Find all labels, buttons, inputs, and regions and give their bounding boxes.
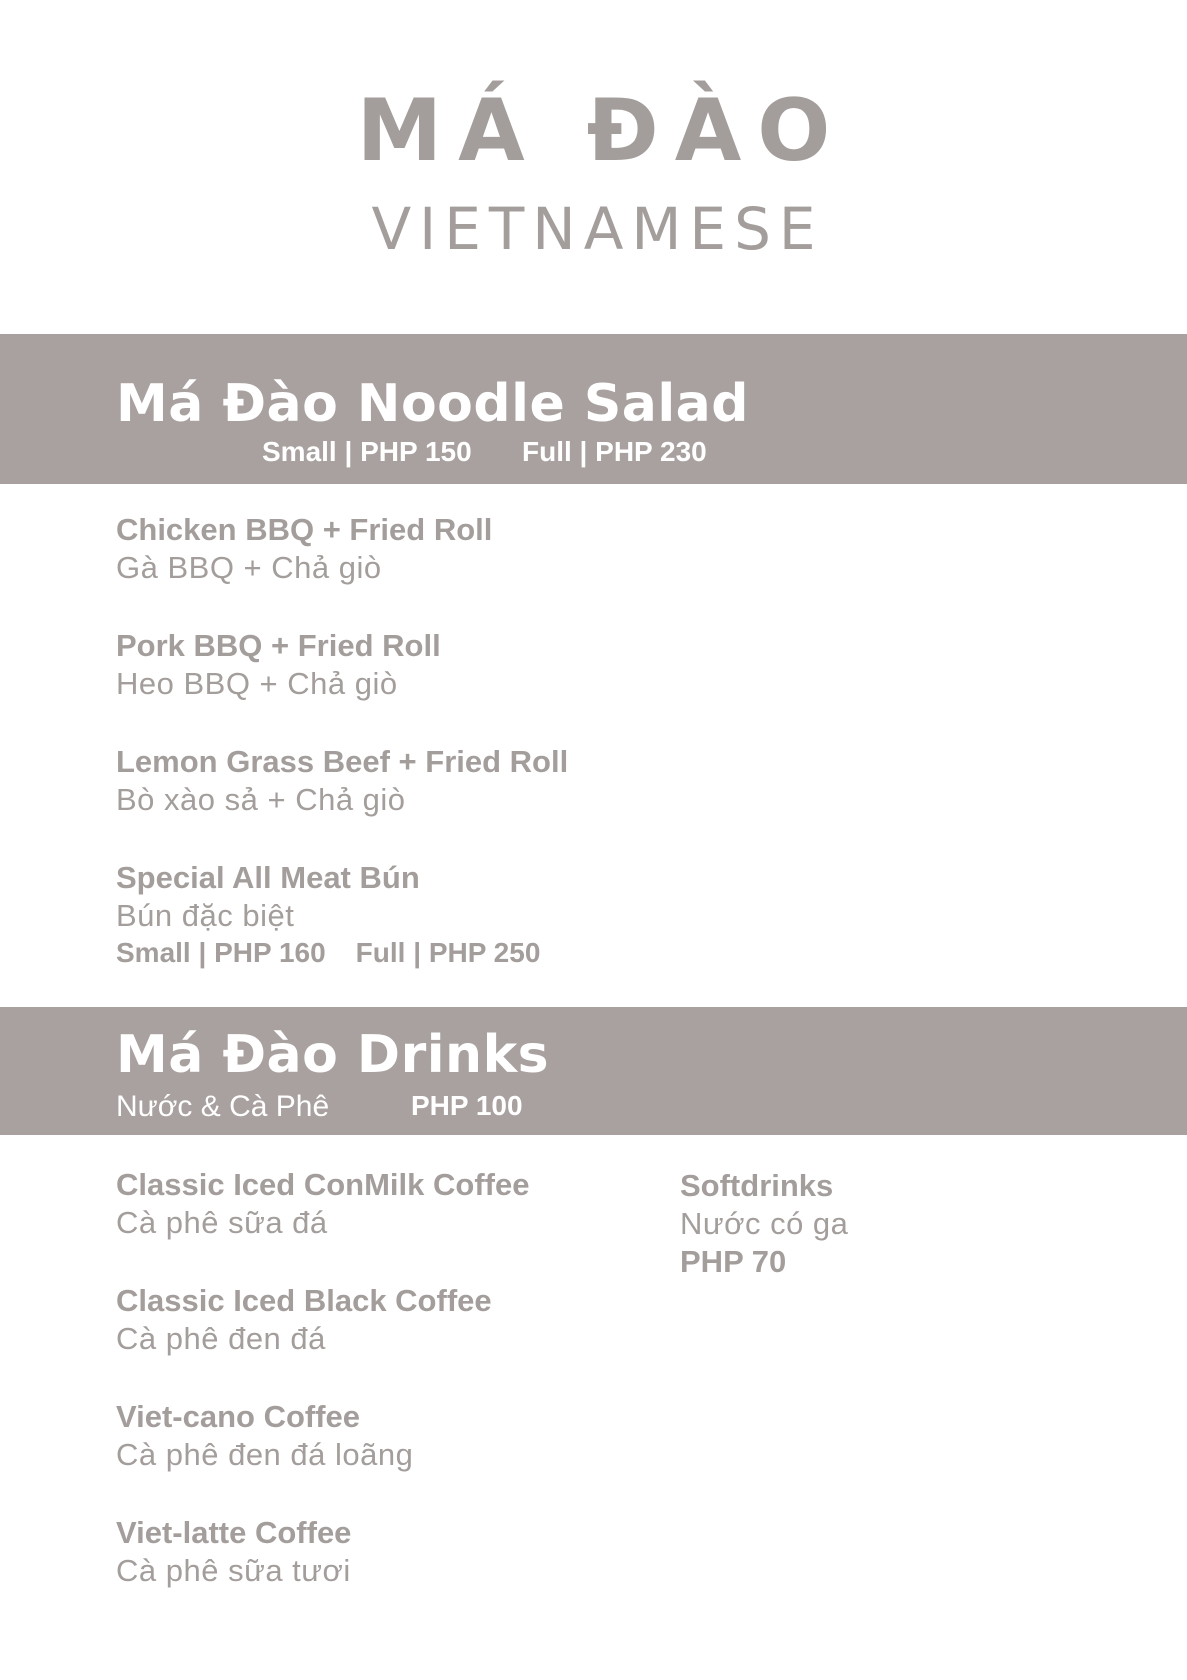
section-title: Má Đào Drinks <box>116 1025 550 1085</box>
item-name-vi: Cà phê đen đá <box>116 1321 326 1356</box>
drinks-header <box>0 1007 1187 1135</box>
menu-item <box>116 859 540 971</box>
section-title: Má Đào Noodle Salad <box>116 374 749 434</box>
item-name-vi: Bò xào sả + Chả giò <box>116 782 406 817</box>
section-subtitle-vi: Nước & Cà Phê <box>116 1090 330 1123</box>
brand-logo: MÁ ĐÀO <box>356 81 847 181</box>
noodle-salad-header <box>0 334 1187 484</box>
item-name-en: Viet-cano Coffee <box>116 1399 361 1434</box>
item-name-vi: Heo BBQ + Chả giò <box>116 666 398 701</box>
item-name-vi: Nước có ga <box>680 1206 849 1241</box>
menu-item-softdrinks <box>680 1167 848 1281</box>
item-name-vi: Bún đặc biệt <box>116 898 295 933</box>
menu-item <box>116 743 568 819</box>
item-name-vi: Gà BBQ + Chả giò <box>116 550 382 585</box>
menu-item <box>116 1166 529 1242</box>
price-small: Small | PHP 160 <box>116 937 326 968</box>
item-name-vi: Cà phê sữa tươi <box>116 1553 351 1588</box>
item-name-en: Classic Iced Black Coffee <box>116 1283 492 1318</box>
section-price: PHP 100 <box>411 1090 523 1121</box>
menu-item <box>116 1282 492 1358</box>
item-name-vi: Cà phê sữa đá <box>116 1205 328 1240</box>
price-full: Full | PHP 230 <box>522 436 707 467</box>
item-name-en: Viet-latte Coffee <box>116 1515 352 1550</box>
item-name-en: Classic Iced ConMilk Coffee <box>116 1167 530 1202</box>
item-price <box>116 935 540 971</box>
item-name-en: Pork BBQ + Fried Roll <box>116 628 441 663</box>
menu-item <box>116 1398 413 1474</box>
brand-tagline: VIETNAMESE <box>371 195 824 263</box>
price-full: Full | PHP 250 <box>355 937 541 968</box>
menu-item <box>116 511 492 587</box>
menu-item <box>116 627 441 703</box>
item-name-en: Chicken BBQ + Fried Roll <box>116 512 493 547</box>
price-small: Small | PHP 150 <box>262 436 472 467</box>
item-name-en: Softdrinks <box>680 1168 834 1203</box>
item-name-en: Lemon Grass Beef + Fried Roll <box>116 744 569 779</box>
menu-item <box>116 1514 351 1590</box>
item-price: PHP 70 <box>680 1244 787 1279</box>
item-name-vi: Cà phê đen đá loãng <box>116 1437 414 1472</box>
item-name-en: Special All Meat Bún <box>116 860 420 895</box>
